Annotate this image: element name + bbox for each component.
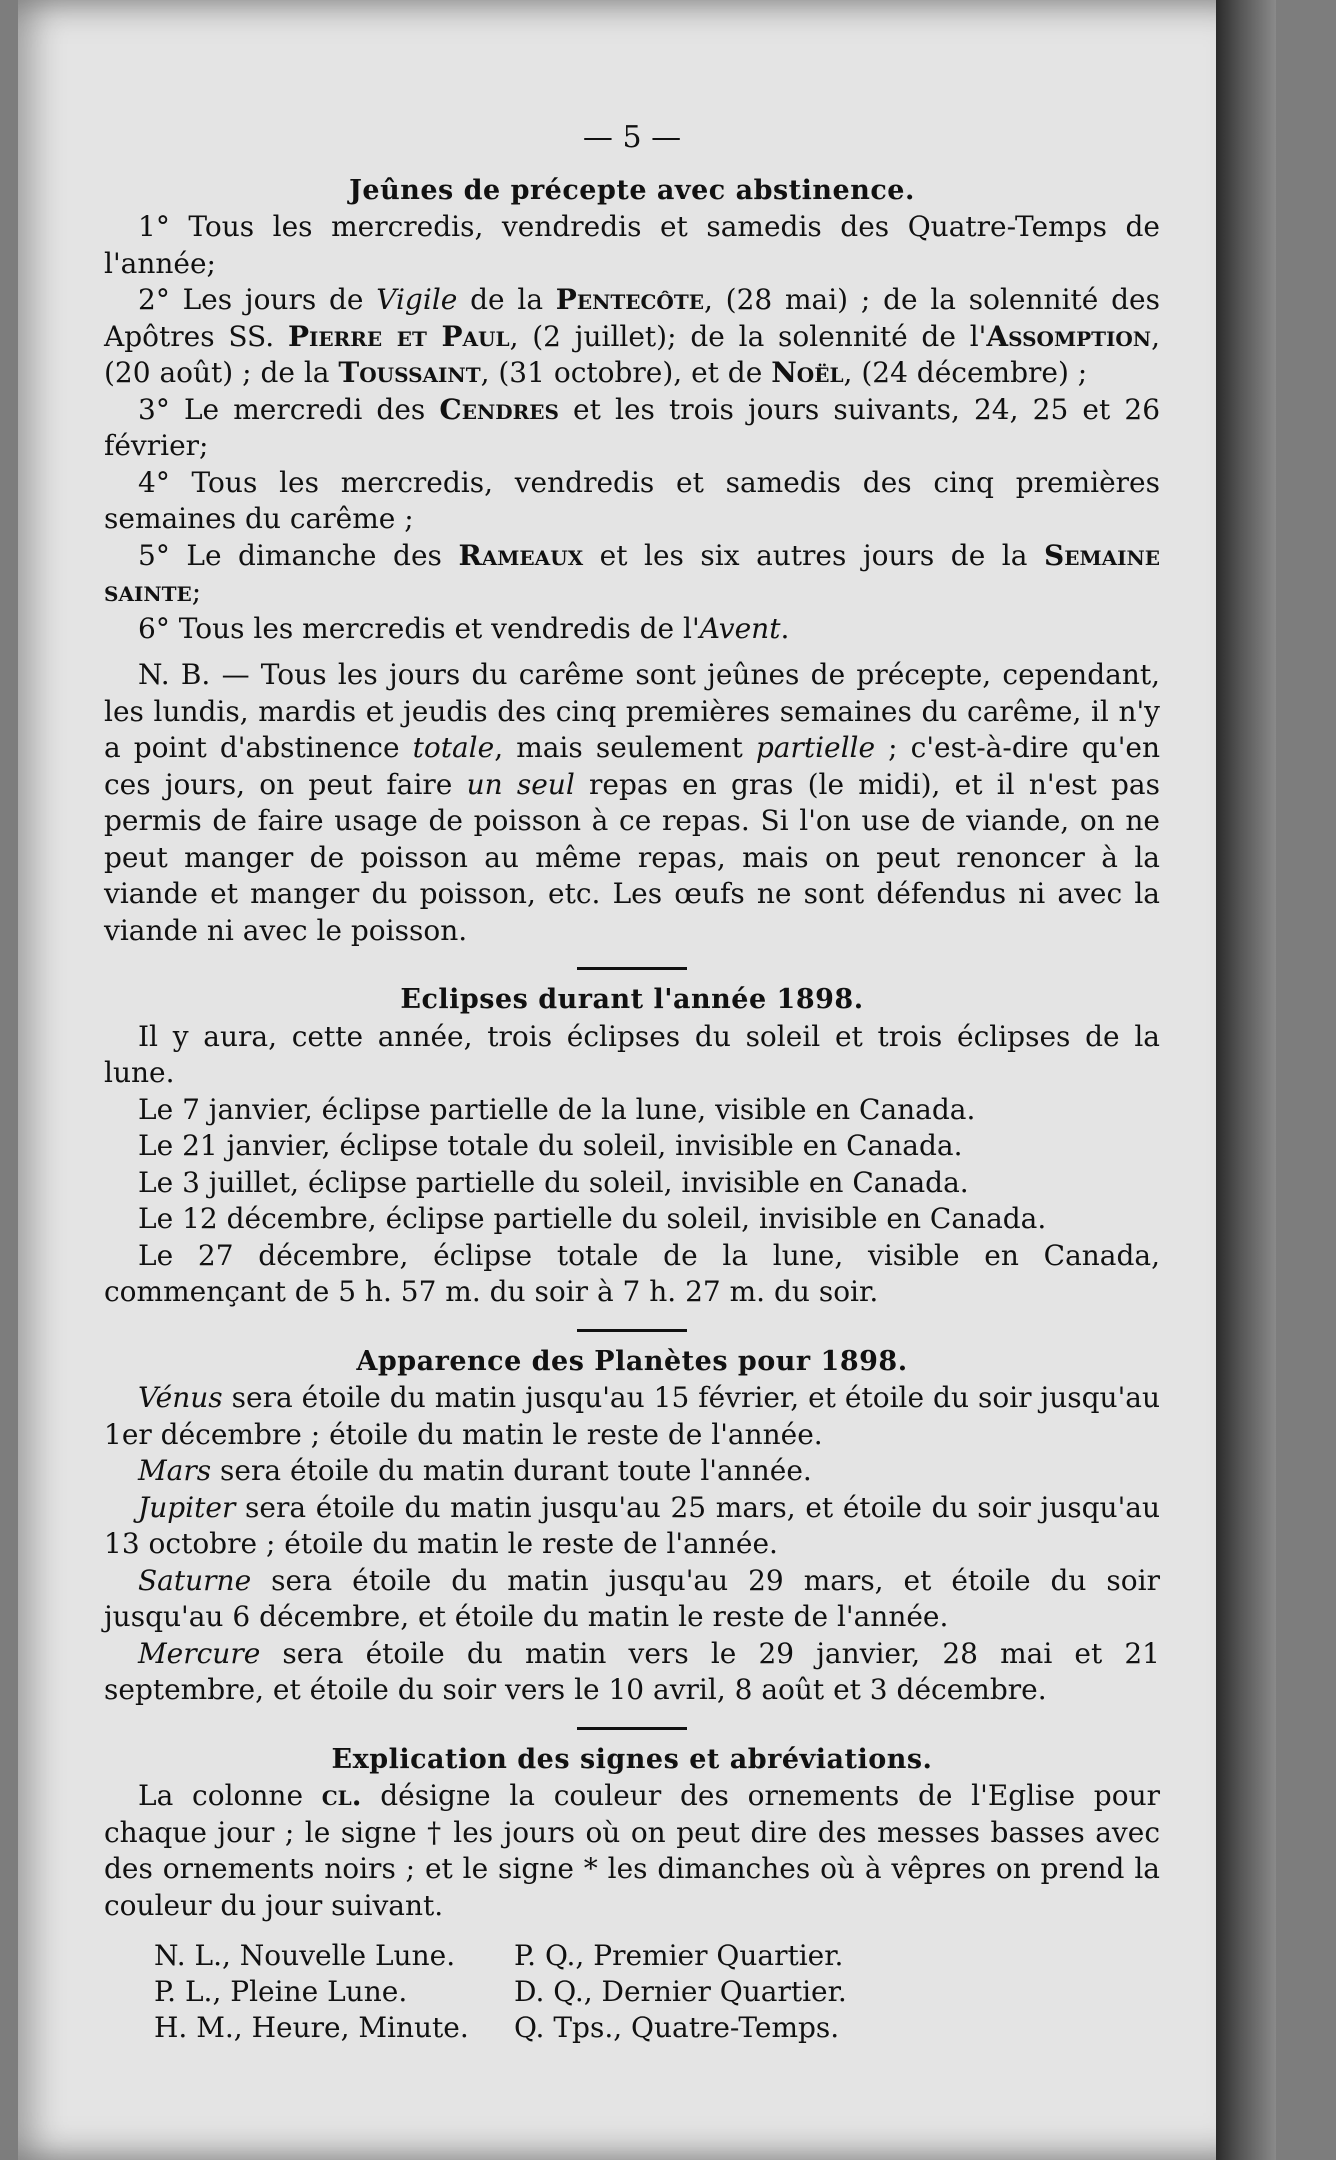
signs-explanation: La colonne cl. désigne la couleur des ornements de l'Eglise pour chaque jour ; le signe † les jours où on peut dire des messes basses avec des ornements noirs ; et le signe * les dimanches où à vêpres on prend la couleur du jour suivant. — [104, 1779, 1160, 1922]
fast-item-5: 5° Le dimanche des Rameaux et les six autres jours de la Semaine sainte; — [104, 538, 1160, 608]
fast-item-6: 6° Tous les mercredis et vendredis de l'Avent. — [138, 611, 790, 645]
planet-mercure: Mercure sera étoile du matin vers le 29 janvier, 28 mai et 21 septembre, et étoile du soir vers le 10 avril, 8 août et 3 décembre. — [104, 1636, 1160, 1706]
fast-item-2: 2° Les jours de Vigile de la Pentecôte, (28 mai) ; de la solennité des Apôtres SS. Pierre et Paul, (2 juillet); de la solennité de l'Assomption, (20 août) ; de la Toussaint, (31 octobre), et de Noël, (24 décembre) ; — [104, 283, 1160, 389]
fast-item-1: 1° Tous les mercredis, vendredis et samedis des Quatre-Temps de l'année; — [104, 210, 1160, 280]
abbreviation-item: Q. Tps., Quatre-Temps. — [514, 2011, 840, 2044]
abbreviation-item: D. Q., Dernier Quartier. — [514, 1975, 847, 2008]
page-number: — 5 — — [582, 120, 682, 155]
planet-venus: Vénus sera étoile du matin jusqu'au 15 février, et étoile du soir jusqu'au 1er décembre ; étoile du matin le reste de l'année. — [104, 1381, 1160, 1451]
eclipses-intro: Il y aura, cette année, trois éclipses du soleil et trois éclipses de la lune. — [104, 1019, 1160, 1089]
eclipse-item: Le 7 janvier, éclipse partielle de la lune, visible en Canada. — [138, 1092, 976, 1126]
abbreviation-item: N. L., Nouvelle Lune. — [154, 1939, 456, 1972]
book-binding-shadow — [1216, 0, 1276, 2160]
fast-item-3: 3° Le mercredi des Cendres et les trois jours suivants, 24, 25 et 26 février; — [104, 392, 1161, 462]
fasts-heading: Jeûnes de précepte avec abstinence. — [349, 174, 915, 206]
abbreviation-item: H. M., Heure, Minute. — [154, 2011, 469, 2044]
section-divider — [577, 1727, 687, 1730]
page-content — [104, 120, 1160, 2046]
abbreviation-item: P. L., Pleine Lune. — [154, 1975, 408, 2008]
eclipse-item: Le 21 janvier, éclipse totale du soleil, invisible en Canada. — [138, 1129, 963, 1162]
abbreviations-table — [154, 1938, 1160, 2046]
signs-heading: Explication des signes et abréviations. — [331, 1743, 933, 1775]
planet-saturne: Saturne sera étoile du matin jusqu'au 29 mars, et étoile du soir jusqu'au 6 décembre, et étoile du matin le reste de l'année. — [104, 1563, 1160, 1633]
fast-item-4: 4° Tous les mercredis, vendredis et samedis des cinq premières semaines du carême ; — [104, 465, 1160, 535]
eclipse-item: Le 3 juillet, éclipse partielle du soleil, invisible en Canada. — [138, 1165, 969, 1199]
eclipse-item: Le 12 décembre, éclipse partielle du soleil, invisible en Canada. — [138, 1202, 1047, 1235]
fasts-note: N. B. — Tous les jours du carême sont jeûnes de précepte, cependant, les lundis, mardis et jeudis des cinq premières semaines du carême, il n'y a point d'abstinence totale, mais seulement partielle ; c'est-à-dire qu'en ces jours, on peut faire un seul repas en gras (le midi), et il n'est pas permis de faire usage de poisson à ce repas. Si l'on use de viande, on ne peut manger de poisson au même repas, mais on peut renoncer à la viande et manger du poisson, etc. Les œufs ne sont défendus ni avec la viande ni avec le poisson. — [104, 658, 1160, 947]
page — [18, 0, 1276, 2160]
section-divider — [577, 967, 687, 970]
abbreviation-item: P. Q., Premier Quartier. — [514, 1939, 844, 1972]
planets-heading: Apparence des Planètes pour 1898. — [356, 1345, 908, 1377]
eclipse-item: Le 27 décembre, éclipse totale de la lune, visible en Canada, commençant de 5 h. 57 m. du soir à 7 h. 27 m. du soir. — [104, 1238, 1160, 1308]
planet-mars: Mars sera étoile du matin durant toute l'année. — [138, 1454, 812, 1487]
planet-jupiter: Jupiter sera étoile du matin jusqu'au 25 mars, et étoile du soir jusqu'au 13 octobre ; étoile du matin le reste de l'année. — [104, 1490, 1160, 1560]
section-divider — [577, 1329, 687, 1332]
eclipses-heading: Eclipses durant l'année 1898. — [400, 984, 864, 1015]
